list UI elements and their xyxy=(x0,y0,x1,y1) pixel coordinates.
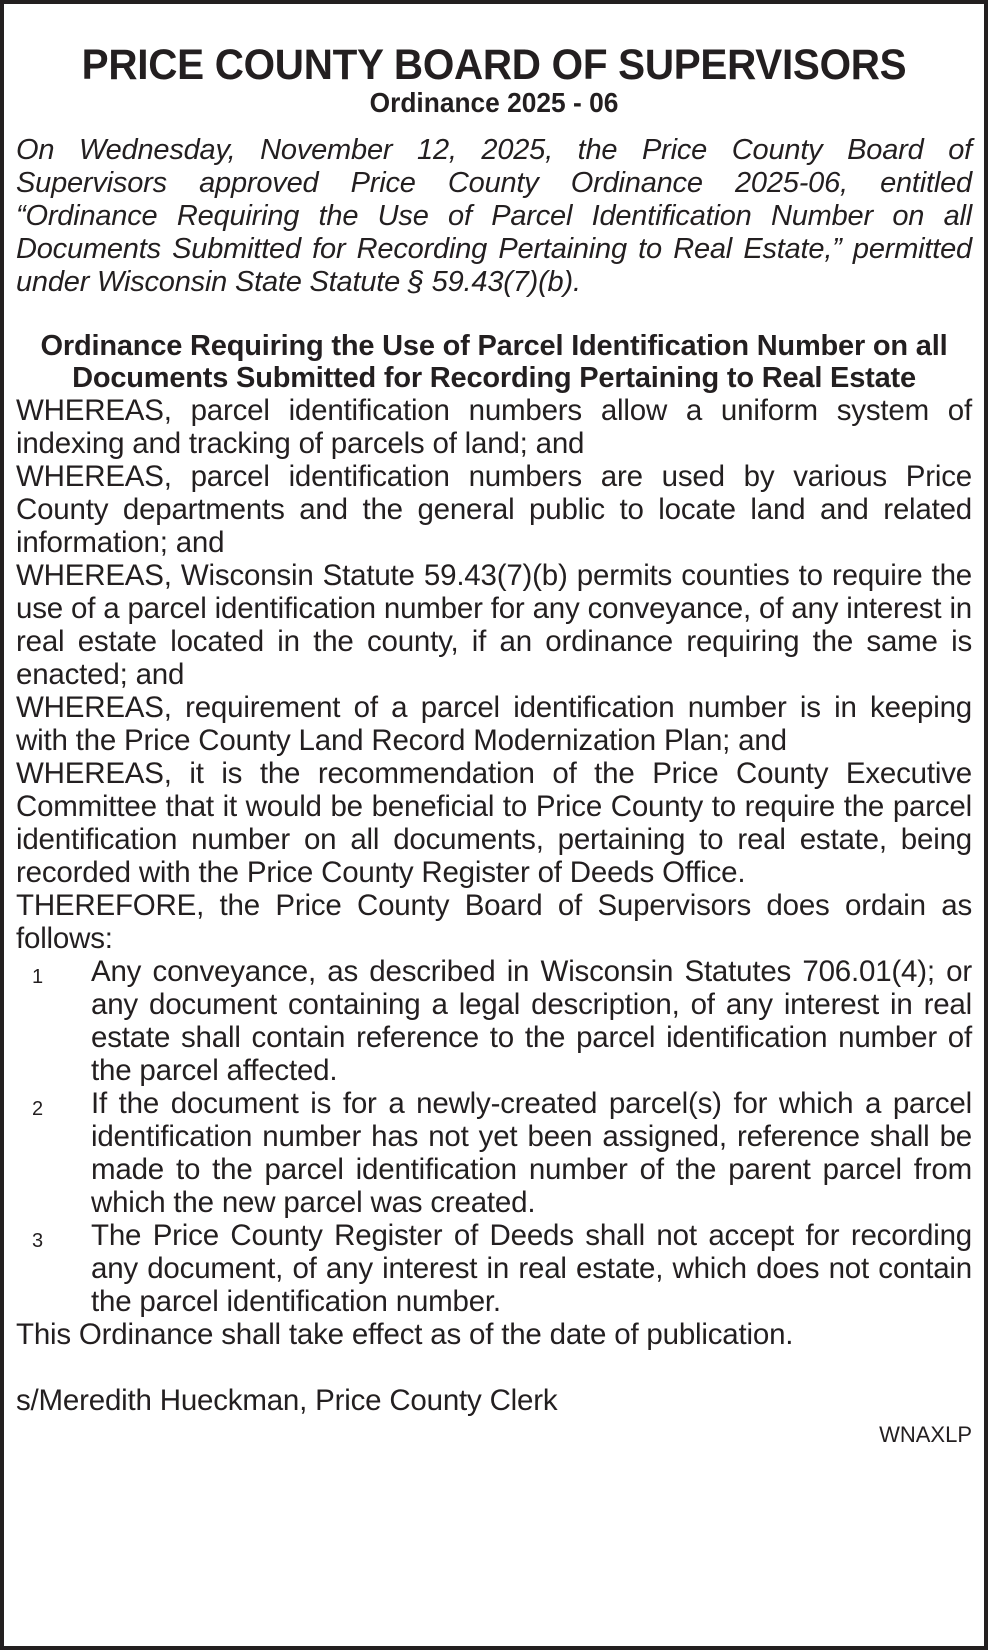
clerk-signature: s/Meredith Hueckman, Price County Clerk xyxy=(16,1384,558,1417)
provision-text: If the document is for a newly-created parcel(s) for which a parcel identification number has not yet been assigned, reference shall be made to the parcel identification number of the parent parcel from which the new parcel was created. xyxy=(91,1087,972,1219)
notice-title: PRICE COUNTY BOARD OF SUPERVISORS xyxy=(81,41,907,89)
intro-paragraph: On Wednesday, November 12, 2025, the Price County Board of Supervisors approved Price County Ordinance 2025-06, entitled “Ordinance Requiring the Use of Parcel Identification Number on all Documents Submitted for Recording Pertaining to Real Estate,” permitted under Wisconsin State Statute § 59.43(7)(b). xyxy=(16,134,972,298)
whereas-clause: WHEREAS, parcel identification numbers allow a uniform system of indexing and tracking of parcels of land; and xyxy=(16,394,972,460)
therefore-clause: THEREFORE, the Price County Board of Supervisors does ordain as follows: xyxy=(16,889,972,955)
whereas-clause: WHEREAS, Wisconsin Statute 59.43(7)(b) permits counties to require the use of a parcel identification number for any conveyance, of any interest in real estate located in the county, if an ordinance requiring the same is enacted; and xyxy=(16,559,972,691)
ordinance-title: Ordinance Requiring the Use of Parcel Identification Number on all Documents Submitted for Recording Pertaining to Real Estate xyxy=(40,330,948,394)
ordinance-number: Ordinance 2025 - 06 xyxy=(369,87,619,118)
provision-item xyxy=(16,1219,972,1318)
provision-item xyxy=(16,955,972,1087)
whereas-clause: WHEREAS, requirement of a parcel identification number is in keeping with the Price County Land Record Modernization Plan; and xyxy=(16,691,972,757)
provision-number: 1 xyxy=(32,966,43,988)
provision-number: 2 xyxy=(32,1098,43,1120)
whereas-clause: WHEREAS, it is the recommendation of the Price County Executive Committee that it would be beneficial to Price County to require the parcel identification number on all documents, pertaining to real estate, being recorded with the Price County Register of Deeds Office. xyxy=(16,757,972,889)
provision-text: Any conveyance, as described in Wisconsin Statutes 706.01(4); or any document containing a legal description, of any interest in real estate shall contain reference to the parcel identification number of the parcel affected. xyxy=(91,955,972,1087)
effective-date-statement: This Ordinance shall take effect as of the date of publication. xyxy=(16,1318,794,1351)
provision-number: 3 xyxy=(32,1230,43,1252)
whereas-clause: WHEREAS, parcel identification numbers are used by various Price County departments and the general public to locate land and related information; and xyxy=(16,460,972,559)
notice-content xyxy=(16,42,972,1449)
provisions-list xyxy=(16,955,972,1318)
provision-text: The Price County Register of Deeds shall not accept for recording any document, of any interest in real estate, which does not contain the parcel identification number. xyxy=(91,1219,972,1318)
provision-item xyxy=(16,1087,972,1219)
publication-code: WNAXLP xyxy=(879,1422,972,1447)
